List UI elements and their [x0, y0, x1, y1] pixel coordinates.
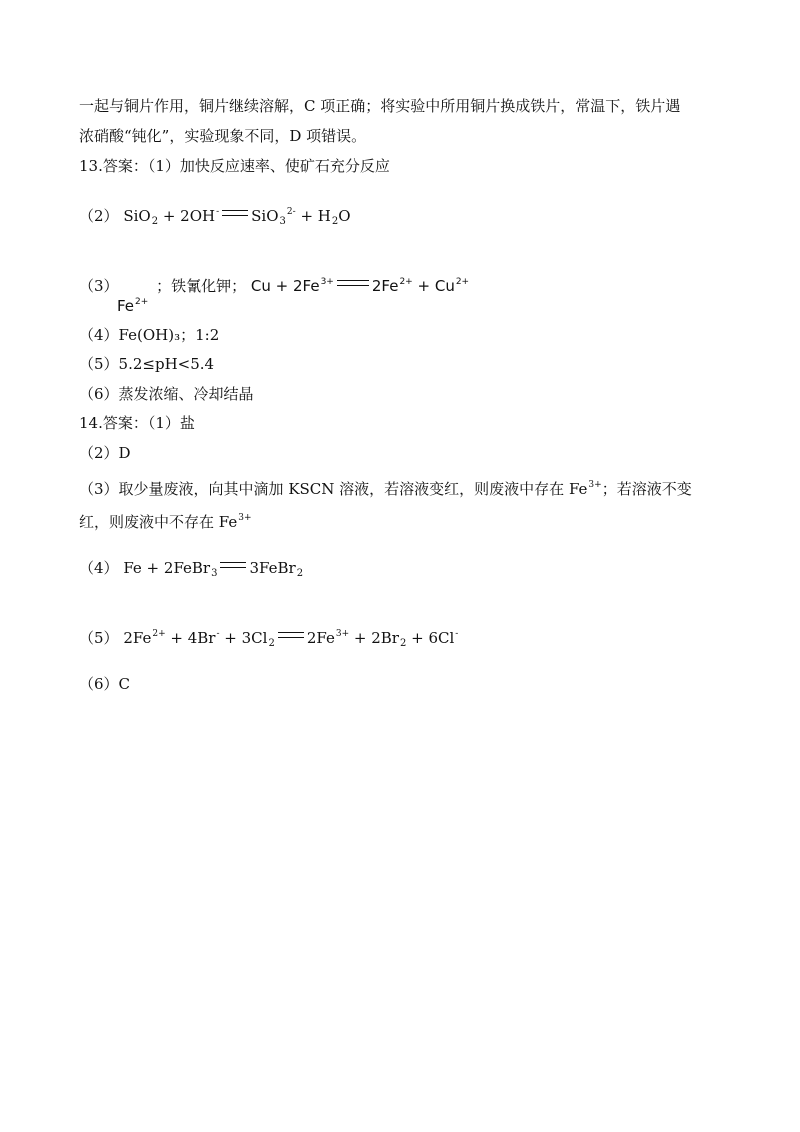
equals-sign: [220, 562, 246, 568]
q13-part2: [79, 202, 351, 232]
q14-part6: （6）C: [79, 675, 131, 693]
equals-sign: [278, 632, 304, 638]
q14-part4: [79, 558, 303, 584]
q14-part2: （2）D: [79, 444, 131, 462]
part-label: （3）: [79, 277, 119, 295]
equation-chlorine-oxidation: $2Fe^{2+} + 4Br^- + 3Cl_2$ $2Fe^{3+} + 2Br_2 + 6Cl^-$: [123, 629, 459, 649]
text-line-2: 浓硝酸“钝化”，实验现象不同，D 项错误。: [79, 127, 367, 145]
text-line-1: 一起与铜片作用，铜片继续溶解，C 项正确；将实验中所用铜片换成铁片，常温下，铁片遇: [79, 97, 681, 115]
part-label: （5）: [79, 629, 119, 647]
q14-heading: 14.答案：（1）盐: [79, 414, 195, 432]
equation-copper-iron: $Cu + 2Fe^{3+}$ $2Fe^{2+} + Cu^{2+}$: [250, 277, 470, 295]
ferrous-ion-answer: $Fe^{2+}$: [117, 297, 149, 315]
equation-silica-hydroxide: SiO$_2$ + 2OH- $SiO_3^{2-} + H_2O$: [123, 207, 351, 227]
q13-part5: （5）5.2≤pH<5.4: [79, 355, 215, 373]
q13-part6: （6）蒸发浓缩、冷却结晶: [79, 385, 254, 403]
q13-part4: （4）Fe(OH)₃；1:2: [79, 326, 220, 344]
ferric-ion: $Fe^{3+}$: [218, 513, 252, 531]
equals-sign: [222, 210, 248, 216]
part-label: （2）: [79, 207, 119, 225]
part-label: （4）: [79, 559, 119, 577]
equals-sign: [337, 280, 369, 286]
q13-heading: 13.答案：（1）加快反应速率、使矿石充分反应: [79, 157, 390, 175]
equation-iron-bromide: Fe + 2FeBr$_3$ 3FeBr$_2$: [123, 559, 304, 579]
ferric-ion: $Fe^{3+}$: [568, 480, 602, 498]
q14-part3-line2: 红，则废液中不存在 $Fe^{3+}$: [79, 513, 252, 531]
q14-part5: [79, 624, 458, 654]
reagent-text: ；铁氰化钾；: [156, 277, 247, 295]
q14-part3-line1: （3）取少量废液，向其中滴加 KSCN 溶液，若溶液变红，则废液中存在 $Fe^{3+}$；若溶液不变: [79, 480, 692, 498]
